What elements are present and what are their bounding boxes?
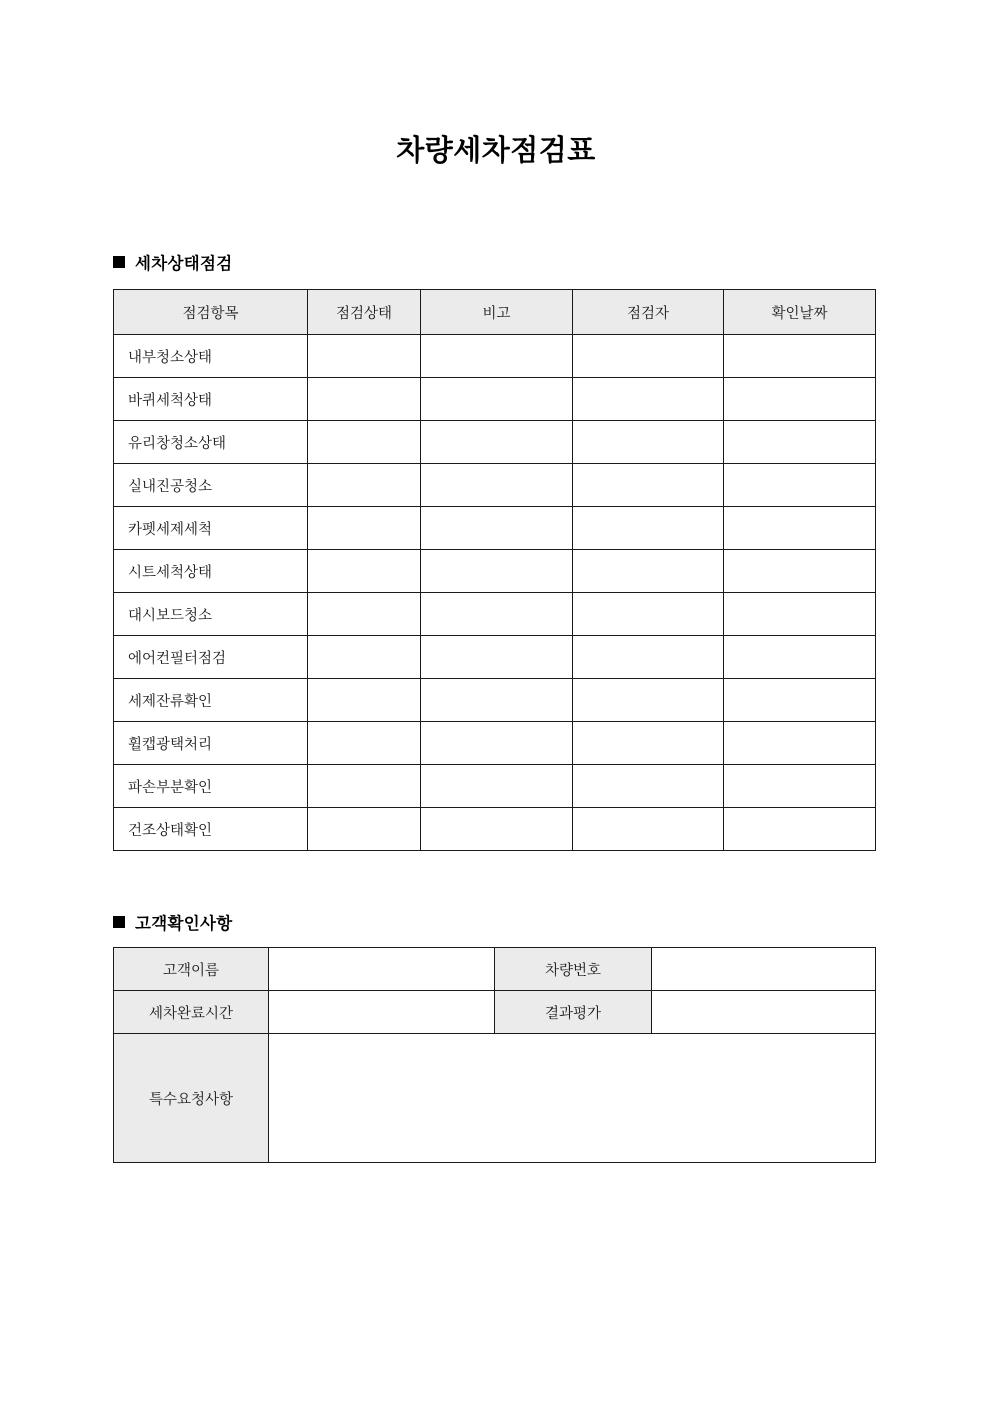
table-row: [114, 808, 876, 851]
inspection-item-label: 세제잔류확인: [114, 679, 308, 722]
special-request-label: 특수요청사항: [114, 1034, 269, 1163]
page-title: 차량세차점검표: [396, 133, 596, 167]
inspection-item-label: 대시보드청소: [114, 593, 308, 636]
customer-confirmation-table: [113, 947, 876, 1163]
inspection-item-label: 유리창청소상태: [114, 421, 308, 464]
table-row: [114, 378, 876, 421]
remarks-input-cell[interactable]: [421, 593, 573, 636]
table-row: [114, 593, 876, 636]
confirm-date-input-cell[interactable]: [724, 550, 876, 593]
column-header-inspector: 점검자: [573, 290, 724, 335]
confirm-date-input-cell[interactable]: [724, 507, 876, 550]
inspection-item-label: 내부청소상태: [114, 335, 308, 378]
wash-complete-time-label: 세차완료시간: [114, 991, 269, 1034]
confirm-date-input-cell[interactable]: [724, 765, 876, 808]
column-header-item: 점검항목: [114, 290, 308, 335]
section-heading-customer: [113, 910, 232, 934]
remarks-input-cell[interactable]: [421, 550, 573, 593]
table-row: [114, 550, 876, 593]
confirm-date-input-cell[interactable]: [724, 636, 876, 679]
inspection-table: [113, 289, 876, 851]
inspection-item-label: 시트세척상태: [114, 550, 308, 593]
customer-name-input-cell[interactable]: [269, 948, 495, 991]
confirm-date-input-cell[interactable]: [724, 335, 876, 378]
inspection-item-label: 휠캡광택처리: [114, 722, 308, 765]
inspector-input-cell[interactable]: [573, 378, 724, 421]
inspection-item-label: 파손부분확인: [114, 765, 308, 808]
table-row: [114, 507, 876, 550]
confirm-date-input-cell[interactable]: [724, 593, 876, 636]
status-input-cell[interactable]: [308, 593, 421, 636]
status-input-cell[interactable]: [308, 378, 421, 421]
table-row: [114, 991, 876, 1034]
inspector-input-cell[interactable]: [573, 636, 724, 679]
inspector-input-cell[interactable]: [573, 593, 724, 636]
confirm-date-input-cell[interactable]: [724, 679, 876, 722]
remarks-input-cell[interactable]: [421, 507, 573, 550]
remarks-input-cell[interactable]: [421, 765, 573, 808]
status-input-cell[interactable]: [308, 722, 421, 765]
remarks-input-cell[interactable]: [421, 335, 573, 378]
table-row: [114, 464, 876, 507]
column-header-confirm-date: 확인날짜: [724, 290, 876, 335]
confirm-date-input-cell[interactable]: [724, 464, 876, 507]
inspector-input-cell[interactable]: [573, 550, 724, 593]
remarks-input-cell[interactable]: [421, 636, 573, 679]
table-row: [114, 765, 876, 808]
inspector-input-cell[interactable]: [573, 679, 724, 722]
vehicle-number-input-cell[interactable]: [652, 948, 876, 991]
status-input-cell[interactable]: [308, 335, 421, 378]
status-input-cell[interactable]: [308, 464, 421, 507]
table-row: [114, 1034, 876, 1163]
result-evaluation-input-cell[interactable]: [652, 991, 876, 1034]
inspector-input-cell[interactable]: [573, 765, 724, 808]
remarks-input-cell[interactable]: [421, 722, 573, 765]
inspection-item-label: 건조상태확인: [114, 808, 308, 851]
inspection-item-label: 바퀴세척상태: [114, 378, 308, 421]
status-input-cell[interactable]: [308, 636, 421, 679]
table-row: [114, 335, 876, 378]
remarks-input-cell[interactable]: [421, 421, 573, 464]
section-heading-inspection-label: 세차상태점검: [135, 254, 233, 273]
inspector-input-cell[interactable]: [573, 335, 724, 378]
table-row: [114, 679, 876, 722]
inspector-input-cell[interactable]: [573, 507, 724, 550]
status-input-cell[interactable]: [308, 550, 421, 593]
confirm-date-input-cell[interactable]: [724, 808, 876, 851]
table-row: [114, 636, 876, 679]
remarks-input-cell[interactable]: [421, 378, 573, 421]
inspector-input-cell[interactable]: [573, 464, 724, 507]
column-header-status: 점검상태: [308, 290, 421, 335]
inspection-item-label: 실내진공청소: [114, 464, 308, 507]
table-row: [114, 722, 876, 765]
column-header-remarks: 비고: [421, 290, 573, 335]
remarks-input-cell[interactable]: [421, 679, 573, 722]
inspector-input-cell[interactable]: [573, 808, 724, 851]
status-input-cell[interactable]: [308, 421, 421, 464]
special-request-input-cell[interactable]: [269, 1034, 876, 1163]
section-heading-inspection: [113, 250, 232, 274]
wash-complete-time-input-cell[interactable]: [269, 991, 495, 1034]
section-heading-customer-label: 고객확인사항: [135, 914, 233, 933]
remarks-input-cell[interactable]: [421, 464, 573, 507]
inspection-item-label: 에어컨필터점검: [114, 636, 308, 679]
status-input-cell[interactable]: [308, 808, 421, 851]
inspector-input-cell[interactable]: [573, 722, 724, 765]
result-evaluation-label: 결과평가: [495, 991, 652, 1034]
remarks-input-cell[interactable]: [421, 808, 573, 851]
status-input-cell[interactable]: [308, 765, 421, 808]
status-input-cell[interactable]: [308, 507, 421, 550]
filled-square-bullet-icon: [113, 256, 125, 268]
inspector-input-cell[interactable]: [573, 421, 724, 464]
confirm-date-input-cell[interactable]: [724, 378, 876, 421]
confirm-date-input-cell[interactable]: [724, 722, 876, 765]
vehicle-number-label: 차량번호: [495, 948, 652, 991]
filled-square-bullet-icon: [113, 916, 125, 928]
confirm-date-input-cell[interactable]: [724, 421, 876, 464]
customer-name-label: 고객이름: [114, 948, 269, 991]
inspection-item-label: 카펫세제세척: [114, 507, 308, 550]
table-row: [114, 421, 876, 464]
status-input-cell[interactable]: [308, 679, 421, 722]
table-header-row: [114, 290, 876, 335]
table-row: [114, 948, 876, 991]
